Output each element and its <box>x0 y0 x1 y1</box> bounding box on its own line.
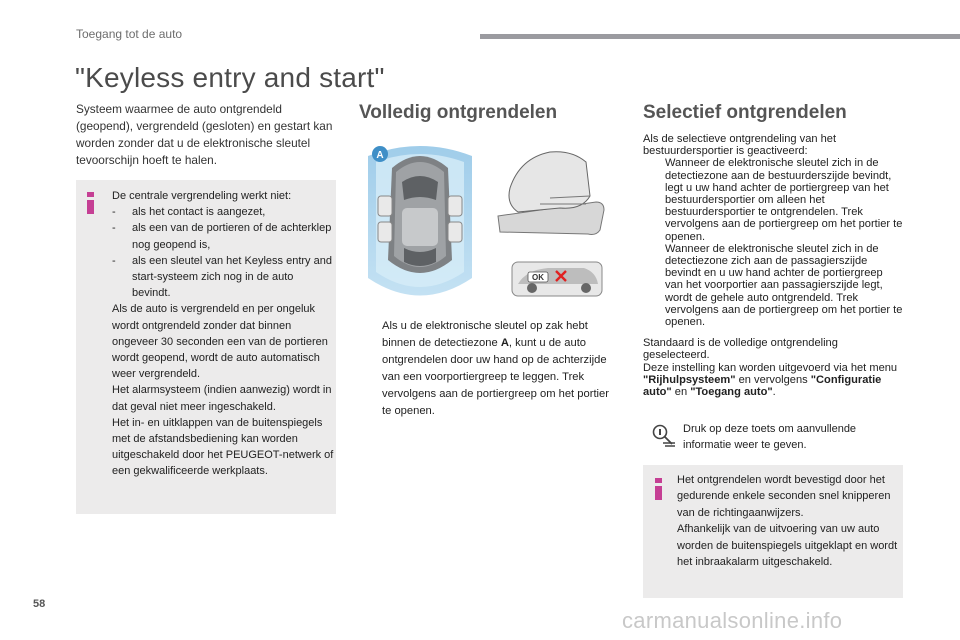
dash-marker: - <box>112 254 116 267</box>
bullet-marker <box>643 243 665 328</box>
zone-label-a: A <box>376 150 384 161</box>
unlock-illustration <box>360 138 610 308</box>
info-box-unlock-confirmation <box>643 465 903 598</box>
selective-lead: Als de selectieve ontgrendeling van het bestuurdersportier is geactiveerd: <box>643 133 837 158</box>
tip-text: Druk op deze toets om aanvullende informatie weer te geven. <box>683 423 857 451</box>
info-paragraph: Het ontgrendelen wordt bevestigd door het gedurende enkele seconden snel knipperen van de richtingaanwijzers. <box>677 474 891 519</box>
car-side-view-icon <box>512 262 602 296</box>
info-paragraph: Het in- en uitklappen van de buitenspiegels met de afstandsbediening kan worden uitgeschakeld door het PEUGEOT-netwerk of een gekwalificeerde werkplaats. <box>112 416 334 478</box>
watermark: carmanualsonline.info <box>622 608 843 633</box>
section-title-full-unlock: Volledig ontgrendelen <box>359 102 558 123</box>
list-item: - als het contact is aangezet, <box>112 204 334 220</box>
menu-paragraph: Deze instelling kan worden uitgevoerd via het menu "Rijhulpsysteem" en vervolgens "Configuratie auto" en "Toegang auto". <box>643 361 898 399</box>
list-item: Wanneer de elektronische sleutel zich in de detectiezone zich aan de passagierszijde bevindt en u uw hand achter de portiergreep van het voorportier aan passagierszijde legt, wordt de gehele auto ontgrendeld. Trek vervolgens aan de portiergreep om het portier te openen. <box>643 243 903 328</box>
dash-marker: - <box>112 222 116 235</box>
hand-on-handle-icon <box>498 152 604 235</box>
list-item-full-unlock: Als u de elektronische sleutel op zak hebt binnen de detectiezone A, kunt u de auto ontgrendelen door uw hand op de achterzijde van een voorportiergreep te leggen. Trek vervolgens aan de portiergreep om het portier te openen. <box>360 318 610 420</box>
intro-paragraph: Systeem waarmee de auto ontgrendeld (geopend), vergrendeld (gesloten) en gestart kan worden zonder dat u de elektronische sleutel tevoorschijn hoeft te halen. <box>76 102 333 167</box>
info-key-icon <box>651 423 677 449</box>
info-key-tip <box>645 417 905 457</box>
menu-name: "Toegang auto" <box>690 386 773 399</box>
menu-name: "Configuratie auto" <box>643 373 882 399</box>
info-paragraph: Als de auto is vergrendeld en per ongeluk wordt ontgrendeld zonder dat binnen ongeveer 30 seconden een van de portieren wordt geopend, wordt de auto automatisch weer vergrendeld. <box>112 303 328 381</box>
list-item: - als een van de portieren of de achterklep nog geopend is, <box>112 220 334 252</box>
dash-marker: - <box>112 206 116 219</box>
list-item: - als een sleutel van het Keyless entry and start-systeem zich nog in de auto bevindt. <box>112 253 334 302</box>
bullet-marker <box>360 318 382 420</box>
bullet-marker <box>643 157 665 242</box>
info-box-central-locking <box>76 180 336 514</box>
default-paragraph: Standaard is de volledige ontgrendeling geselecteerd. <box>643 337 838 362</box>
page-number: 58 <box>33 598 46 610</box>
ok-label: OK <box>532 273 544 282</box>
zone-reference: A <box>500 337 509 349</box>
menu-name: "Rijhulpsysteem" <box>643 373 736 386</box>
header-bar <box>480 34 960 39</box>
section-title-selective-unlock: Selectief ontgrendelen <box>643 102 847 123</box>
info-paragraph: Het alarmsysteem (indien aanwezig) wordt in dat geval niet meer ingeschakeld. <box>112 384 332 413</box>
info-paragraph: Afhankelijk van de uitvoering van uw auto worden de buitenspiegels uitgeklapt en wordt het inbraakalarm uitgeschakeld. <box>677 523 898 569</box>
info-lead: De centrale vergrendeling werkt niet: <box>112 190 292 202</box>
page-title: "Keyless entry and start" <box>75 62 385 93</box>
header-section-title: Toegang tot de auto <box>76 27 183 41</box>
list-item: Wanneer de elektronische sleutel zich in de detectiezone aan de bestuurderszijde bevindt, legt u uw hand achter de portiergreep van het bestuurdersportier om alleen het bestuurdersportier te ontgrendelen. Trek vervolgens aan de portiergreep om het portier te openen. <box>643 157 903 242</box>
selective-unlock-body <box>643 133 903 398</box>
